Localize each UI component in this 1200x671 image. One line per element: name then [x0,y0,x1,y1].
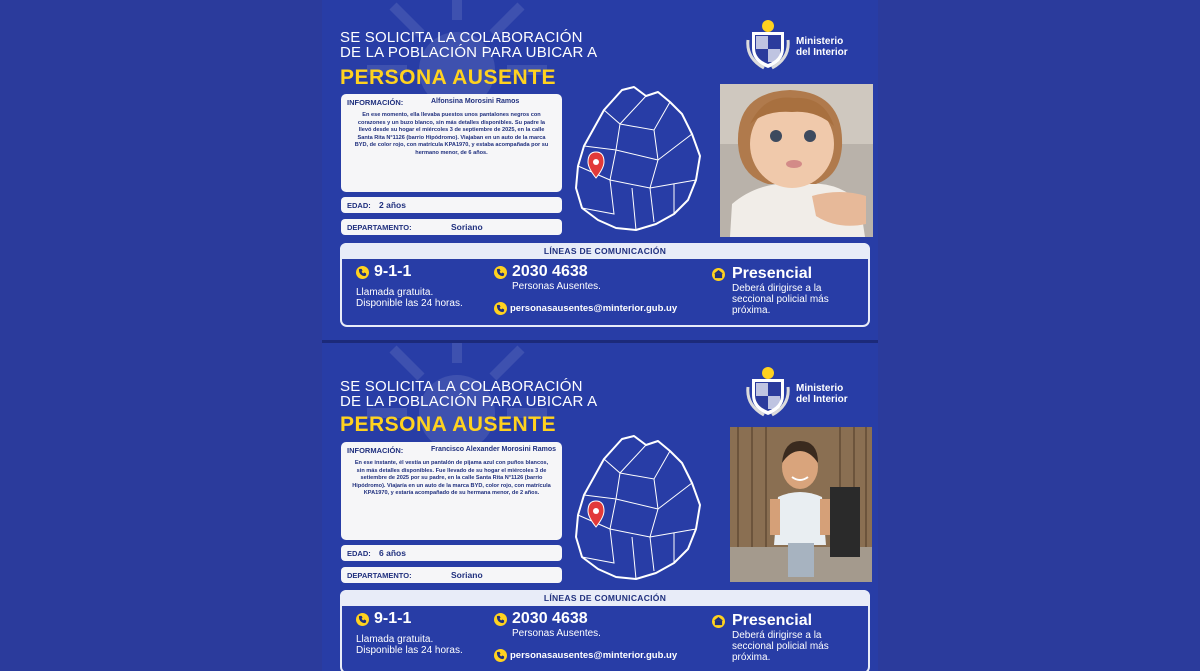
headline [340,30,597,60]
in-person-sub-3: próxima. [732,652,771,663]
phone-911[interactable]: 9-1-1 [374,610,412,627]
contact-lines-panel [340,590,870,671]
department-value: Soriano [451,570,483,580]
department-label: DEPARTAMENTO: [347,571,412,580]
ministry-line-2: del Interior [796,47,848,58]
email-link[interactable]: personasausentes@minterior.gub.uy [510,650,678,661]
phone-icon [356,613,369,626]
age-field [341,197,562,213]
contact-lines-title: LÍNEAS DE COMUNICACIÓN [340,590,870,606]
phone-911-sub-1: Llamada gratuita. [356,287,434,298]
ministry-line-1: Ministerio [796,383,844,394]
missing-person-photo [730,427,872,582]
age-value: 2 años [379,200,406,210]
age-field [341,545,562,561]
in-person-title: Presencial [732,612,813,629]
phone-missing-persons[interactable]: 2030 4638 [512,263,588,280]
person-name: Francisco Alexander Morosini Ramos [431,446,556,453]
info-description: En ese instante, él vestía un pantalón de pijama azul con puños blancos, sin más detalles disponibles. Fue llevado de su hogar el miércoles 3 de setiembre de 2025 por su padre, en la calle Santa Rita N°1126 (barrio Hipódromo). Viajaría en un auto de la marca BYD, color rojo, con matrícula KPA1970, y estaría acompañado de su hermana menor, de 2 años. [352,460,551,497]
phone-911-description [356,634,463,656]
age-label: EDAD: [347,549,371,558]
phone-missing-persons-description: Personas Ausentes. [512,281,601,292]
left-background [0,0,322,671]
right-background [878,0,1200,671]
info-description: En ese momento, ella llevaba puestos unos pantalones negros con corazones y un buzo blanco, sin más detalles disponibles. Su padre la llevó desde su hogar el miércoles 3 de septiembre de 2025, en la calle Santa Rita N°1126 (barrio Hipódromo). Viajaban en un auto de la marca BYD, de color rojo, con matrícula KPA1970, y estaba acompañada por su hermano menor, de 6 años. [354,112,549,156]
police-station-icon [712,268,725,281]
missing-person-poster-2 [322,343,878,671]
headline-line-1: SE SOLICITA LA COLABORACIÓN [340,29,583,46]
ministry-logo [746,18,866,74]
ministry-name [796,36,848,58]
in-person-description [732,283,829,316]
phone-911-sub-1: Llamada gratuita. [356,634,434,645]
uruguay-map [570,433,706,583]
phone-911[interactable]: 9-1-1 [374,263,412,280]
missing-person-poster-1 [322,0,878,340]
info-label: INFORMACIÓN: [347,446,404,455]
department-field [341,567,562,583]
uruguay-map [570,84,706,234]
headline [340,379,597,409]
in-person-sub-1: Deberá dirigirse a la [732,283,822,294]
location-pin-icon [588,501,604,527]
ministry-logo [746,365,866,421]
poster-title: PERSONA AUSENTE [340,413,556,436]
department-field [341,219,562,235]
phone-911-sub-2: Disponible las 24 horas. [356,645,463,656]
email-icon [494,302,507,315]
phone-missing-persons[interactable]: 2030 4638 [512,610,588,627]
in-person-sub-3: próxima. [732,305,771,316]
headline-line-2: DE LA POBLACIÓN PARA UBICAR A [340,44,598,61]
in-person-sub-1: Deberá dirigirse a la [732,630,822,641]
ministry-line-1: Ministerio [796,36,844,47]
contact-lines-panel [340,243,870,327]
crest-icon [746,365,790,417]
person-name: Alfonsina Morosini Ramos [431,98,520,105]
email-icon [494,649,507,662]
phone-911-sub-2: Disponible las 24 horas. [356,298,463,309]
in-person-title: Presencial [732,265,813,282]
email-link[interactable]: personasausentes@minterior.gub.uy [510,303,678,314]
missing-person-photo [720,84,873,237]
headline-line-1: SE SOLICITA LA COLABORACIÓN [340,378,583,395]
location-pin-icon [588,152,604,178]
contact-lines-title: LÍNEAS DE COMUNICACIÓN [340,243,870,259]
ministry-line-2: del Interior [796,394,848,405]
headline-line-2: DE LA POBLACIÓN PARA UBICAR A [340,393,598,410]
age-label: EDAD: [347,201,371,210]
police-station-icon [712,615,725,628]
phone-icon [494,613,507,626]
phone-missing-persons-description: Personas Ausentes. [512,628,601,639]
ministry-name [796,383,848,405]
phone-icon [494,266,507,279]
in-person-description [732,630,829,663]
phone-icon [356,266,369,279]
department-label: DEPARTAMENTO: [347,223,412,232]
in-person-sub-2: seccional policial más [732,641,829,652]
phone-911-description [356,287,463,309]
in-person-sub-2: seccional policial más [732,294,829,305]
poster-title: PERSONA AUSENTE [340,66,556,89]
age-value: 6 años [379,548,406,558]
crest-icon [746,18,790,70]
info-label: INFORMACIÓN: [347,98,404,107]
department-value: Soriano [451,222,483,232]
info-box [341,442,562,540]
info-box [341,94,562,192]
